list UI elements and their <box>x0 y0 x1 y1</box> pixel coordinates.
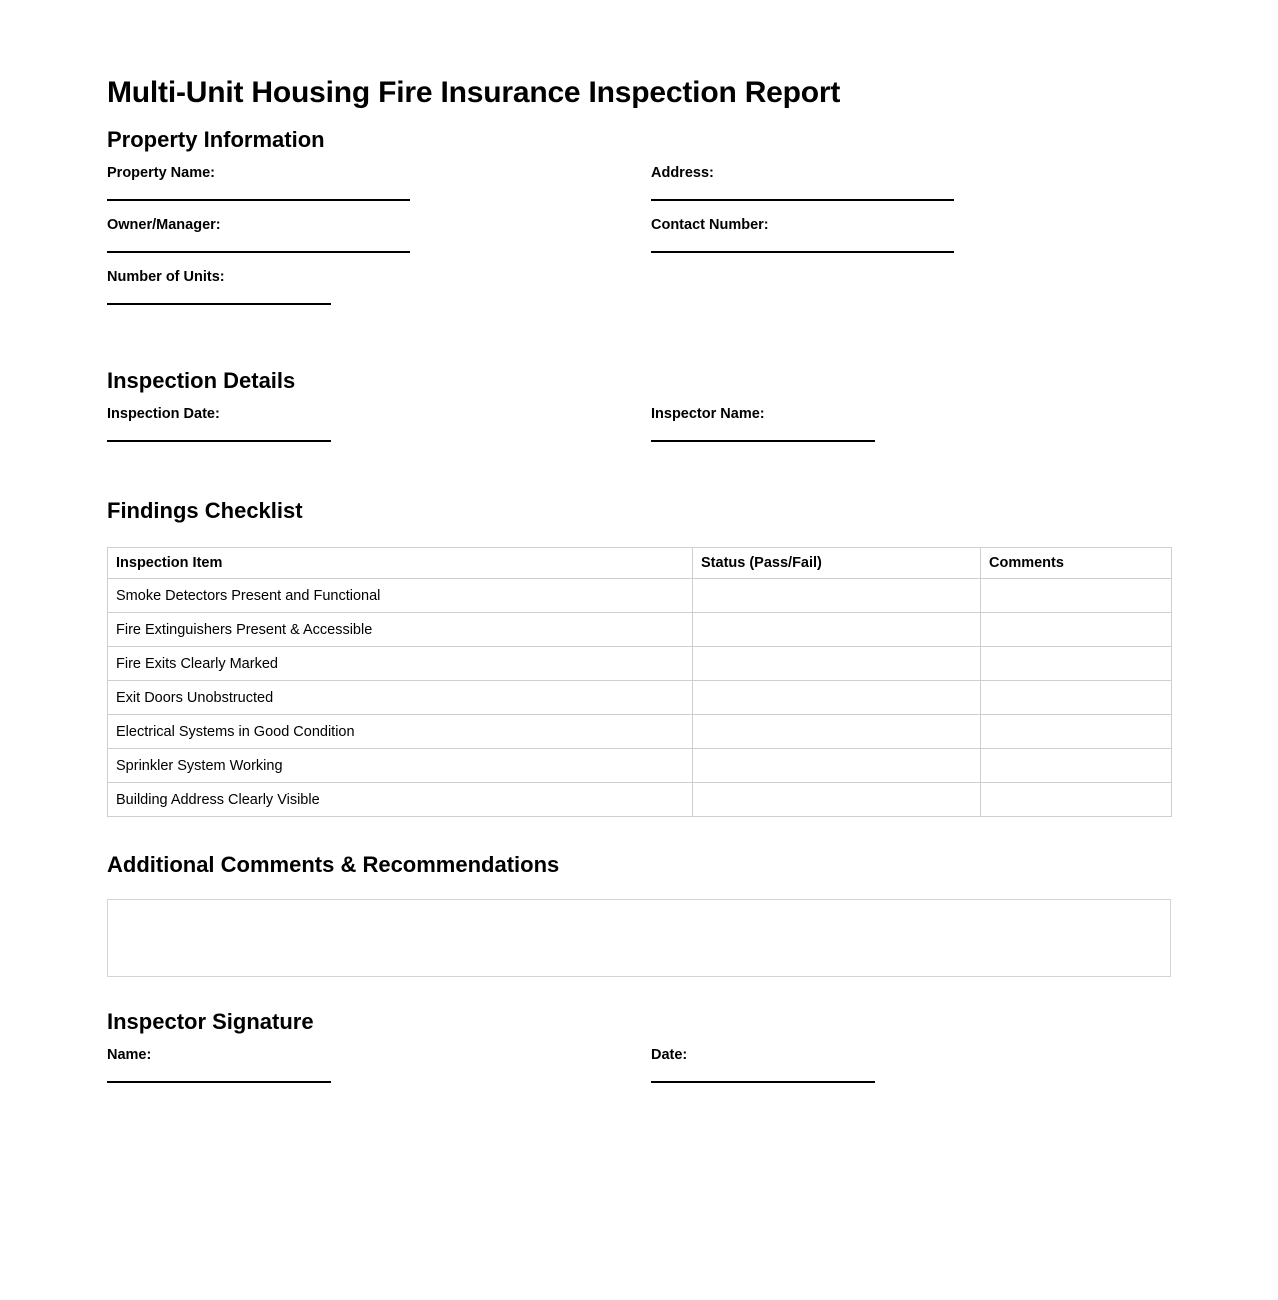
table-row <box>108 749 1172 783</box>
column-header-comments: Comments <box>981 548 1172 579</box>
cell-comments[interactable] <box>981 783 1172 817</box>
table-row <box>108 579 1172 613</box>
cell-inspection-item: Fire Exits Clearly Marked <box>108 647 693 681</box>
cell-inspection-item: Exit Doors Unobstructed <box>108 681 693 715</box>
field-label-owner-manager: Owner/Manager: <box>107 216 221 233</box>
document-content <box>107 0 1171 1108</box>
column-header-inspection-item: Inspection Item <box>108 548 693 579</box>
cell-inspection-item: Sprinkler System Working <box>108 749 693 783</box>
cell-status[interactable] <box>693 579 981 613</box>
field-input-number-of-units[interactable] <box>107 303 331 305</box>
field-signature-date <box>651 1048 875 1083</box>
table-header-row <box>108 548 1172 579</box>
field-number-of-units <box>107 270 331 305</box>
additional-comments-textarea[interactable] <box>107 899 1171 977</box>
table-row <box>108 715 1172 749</box>
field-input-contact-number[interactable] <box>651 251 954 253</box>
table-header <box>108 548 1172 579</box>
field-property-name <box>107 166 410 201</box>
field-label-signature-name: Name: <box>107 1046 152 1063</box>
section-heading-findings-checklist: Findings Checklist <box>107 498 303 524</box>
field-label-number-of-units: Number of Units: <box>107 268 225 285</box>
cell-comments[interactable] <box>981 579 1172 613</box>
inspection-details-fields <box>107 407 1171 465</box>
cell-status[interactable] <box>693 647 981 681</box>
field-signature-name <box>107 1048 331 1083</box>
findings-checklist-table <box>107 547 1172 817</box>
inspector-signature-fields <box>107 1048 1171 1108</box>
cell-inspection-item: Smoke Detectors Present and Functional <box>108 579 693 613</box>
cell-comments[interactable] <box>981 749 1172 783</box>
table-row <box>108 613 1172 647</box>
cell-comments[interactable] <box>981 715 1172 749</box>
column-header-status: Status (Pass/Fail) <box>693 548 981 579</box>
cell-status[interactable] <box>693 613 981 647</box>
table-row <box>108 783 1172 817</box>
property-information-fields <box>107 166 1171 326</box>
field-input-signature-name[interactable] <box>107 1081 331 1083</box>
cell-comments[interactable] <box>981 681 1172 715</box>
field-address <box>651 166 954 201</box>
table-row <box>108 647 1172 681</box>
cell-status[interactable] <box>693 681 981 715</box>
field-inspector-name <box>651 407 875 442</box>
field-contact-number <box>651 218 954 253</box>
cell-status[interactable] <box>693 783 981 817</box>
field-label-address: Address: <box>651 164 714 181</box>
field-label-inspection-date: Inspection Date: <box>107 406 220 423</box>
section-heading-inspection-details: Inspection Details <box>107 367 296 393</box>
cell-inspection-item: Building Address Clearly Visible <box>108 783 693 817</box>
section-heading-additional-comments: Additional Comments & Recommendations <box>107 852 560 878</box>
field-owner-manager <box>107 218 410 253</box>
table-body <box>108 579 1172 817</box>
page-title: Multi-Unit Housing Fire Insurance Inspection Report <box>107 76 841 109</box>
cell-inspection-item: Fire Extinguishers Present & Accessible <box>108 613 693 647</box>
field-inspection-date <box>107 407 331 442</box>
cell-comments[interactable] <box>981 613 1172 647</box>
field-input-owner-manager[interactable] <box>107 251 410 253</box>
section-heading-property-information: Property Information <box>107 126 325 152</box>
field-input-signature-date[interactable] <box>651 1081 875 1083</box>
cell-comments[interactable] <box>981 647 1172 681</box>
cell-inspection-item: Electrical Systems in Good Condition <box>108 715 693 749</box>
table-row <box>108 681 1172 715</box>
field-label-signature-date: Date: <box>651 1046 688 1063</box>
field-label-contact-number: Contact Number: <box>651 216 769 233</box>
field-input-inspector-name[interactable] <box>651 440 875 442</box>
section-heading-inspector-signature: Inspector Signature <box>107 1008 314 1034</box>
cell-status[interactable] <box>693 749 981 783</box>
field-input-inspection-date[interactable] <box>107 440 331 442</box>
field-label-inspector-name: Inspector Name: <box>651 406 765 423</box>
cell-status[interactable] <box>693 715 981 749</box>
field-label-property-name: Property Name: <box>107 164 215 181</box>
field-input-property-name[interactable] <box>107 199 410 201</box>
field-input-address[interactable] <box>651 199 954 201</box>
